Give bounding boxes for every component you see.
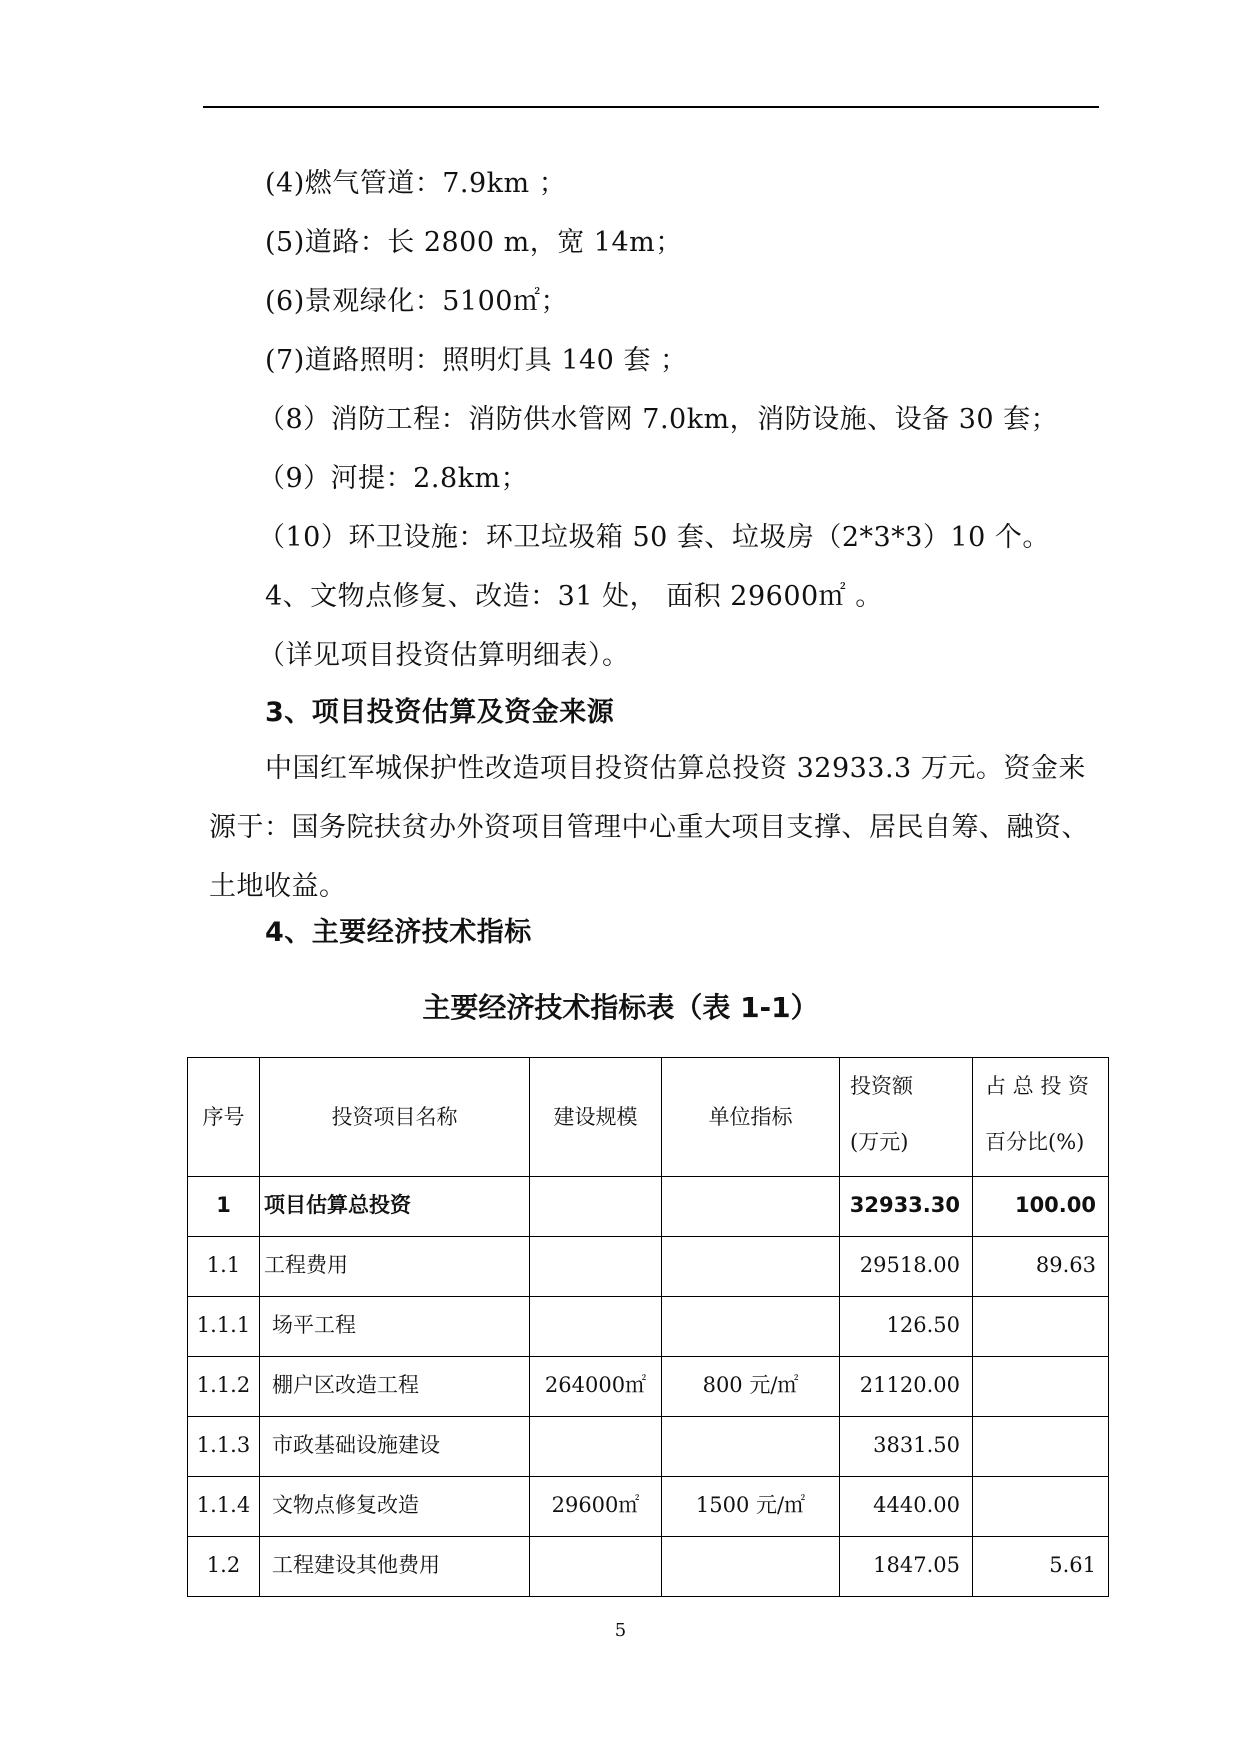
list-item: （详见项目投资估算明细表）。: [258, 640, 630, 671]
cell-scale: [530, 1297, 662, 1357]
cell-amount: 21120.00: [840, 1357, 973, 1417]
cell-seq: 1.1.4: [188, 1477, 260, 1537]
cell-scale: [530, 1177, 662, 1237]
cell-unit: 800 元/㎡: [662, 1357, 840, 1417]
table-row: [188, 1357, 1109, 1417]
cell-seq: 1.1: [188, 1237, 260, 1297]
cell-unit: [662, 1537, 840, 1597]
header-amount: [840, 1058, 973, 1177]
header-amount-line2: (万元): [850, 1130, 909, 1154]
cell-name: 场平工程: [260, 1297, 530, 1357]
cell-amount: 1847.05: [840, 1537, 973, 1597]
cell-name: 文物点修复改造: [260, 1477, 530, 1537]
list-item: 4、文物点修复、改造：31 处， 面积 29600㎡ 。: [265, 581, 883, 612]
header-amount-line1: 投资额: [850, 1074, 913, 1098]
cell-unit: [662, 1297, 840, 1357]
header-percent: [973, 1058, 1109, 1177]
cell-seq: 1.2: [188, 1537, 260, 1597]
list-item: (5)道路：长 2800 m，宽 14m；: [265, 227, 683, 258]
cell-amount: 3831.50: [840, 1417, 973, 1477]
table-title: 主要经济技术指标表（表 1-1）: [422, 991, 819, 1024]
header-rule: [203, 106, 1099, 108]
cell-percent: [973, 1297, 1109, 1357]
economic-indicators-table: [187, 1057, 1109, 1597]
cell-amount: 4440.00: [840, 1477, 973, 1537]
cell-scale: [530, 1237, 662, 1297]
table-row: [188, 1537, 1109, 1597]
cell-percent: 100.00: [973, 1177, 1109, 1237]
page-number: 5: [614, 1620, 627, 1641]
cell-amount: 126.50: [840, 1297, 973, 1357]
cell-name: 项目估算总投资: [260, 1177, 530, 1237]
header-scale: 建设规模: [530, 1058, 662, 1177]
list-item: （9）河提：2.8km；: [258, 463, 529, 494]
header-seq: 序号: [188, 1058, 260, 1177]
table-row: [188, 1417, 1109, 1477]
header-name: 投资项目名称: [260, 1058, 530, 1177]
header-percent-line1: 占 总 投 资: [985, 1074, 1090, 1098]
header-percent-line2: 百分比(%): [985, 1130, 1085, 1154]
list-item: （10）环卫设施：环卫垃圾箱 50 套、垃圾房（2*3*3）10 个。: [258, 522, 1050, 553]
table-header-row: [188, 1058, 1109, 1177]
cell-unit: [662, 1177, 840, 1237]
cell-unit: 1500 元/㎡: [662, 1477, 840, 1537]
list-item: (4)燃气管道：7.9km ；: [265, 168, 567, 199]
cell-name: 工程费用: [260, 1237, 530, 1297]
cell-percent: [973, 1357, 1109, 1417]
section-heading-4: 4、主要经济技术指标: [265, 917, 532, 948]
cell-name: 市政基础设施建设: [260, 1417, 530, 1477]
cell-unit: [662, 1417, 840, 1477]
table-row: [188, 1297, 1109, 1357]
cell-name: 工程建设其他费用: [260, 1537, 530, 1597]
cell-seq: 1.1.3: [188, 1417, 260, 1477]
section-heading-3: 3、项目投资估算及资金来源: [265, 697, 615, 728]
cell-percent: 5.61: [973, 1537, 1109, 1597]
header-unit: 单位指标: [662, 1058, 840, 1177]
list-item: (6)景观绿化：5100㎡；: [265, 286, 568, 317]
list-item: （8）消防工程：消防供水管网 7.0km，消防设施、设备 30 套；: [258, 404, 1059, 435]
cell-percent: 89.63: [973, 1237, 1109, 1297]
cell-name: 棚户区改造工程: [260, 1357, 530, 1417]
cell-percent: [973, 1417, 1109, 1477]
cell-seq: 1.1.1: [188, 1297, 260, 1357]
cell-unit: [662, 1237, 840, 1297]
cell-scale: [530, 1537, 662, 1597]
cell-seq: 1: [188, 1177, 260, 1237]
table-row: [188, 1477, 1109, 1537]
cell-scale: 29600㎡: [530, 1477, 662, 1537]
cell-seq: 1.1.2: [188, 1357, 260, 1417]
cell-scale: [530, 1417, 662, 1477]
cell-amount: 29518.00: [840, 1237, 973, 1297]
cell-amount: 32933.30: [840, 1177, 973, 1237]
cell-scale: 264000㎡: [530, 1357, 662, 1417]
funding-paragraph: 中国红军城保护性改造项目投资估算总投资 32933.3 万元。资金来源于：国务院扶贫办外资项目管理中心重大项目支撑、居民自筹、融资、土地收益。: [209, 753, 1089, 902]
table-row: [188, 1237, 1109, 1297]
cell-percent: [973, 1477, 1109, 1537]
list-item: (7)道路照明：照明灯具 140 套 ；: [265, 345, 688, 376]
table-row: [188, 1177, 1109, 1237]
